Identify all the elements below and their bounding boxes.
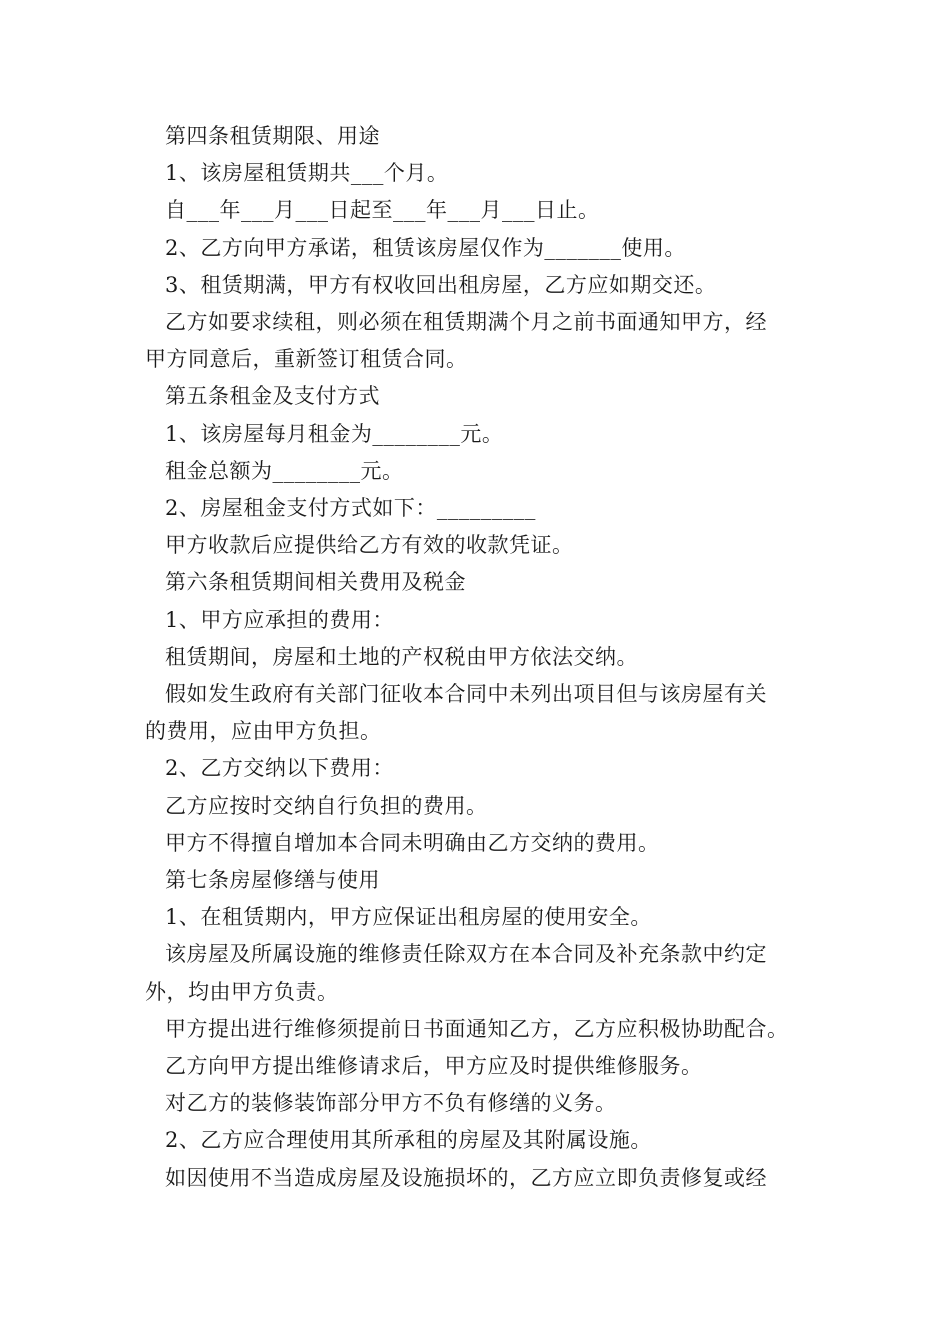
- paragraph-continuation: 甲方同意后，重新签订租赁合同。: [145, 347, 468, 372]
- paragraph: 乙方向甲方提出维修请求后，甲方应及时提供维修服务。: [165, 1054, 703, 1079]
- article-heading: 第六条租赁期间相关费用及税金: [165, 570, 466, 595]
- paragraph: 假如发生政府有关部门征收本合同中未列出项目但与该房屋有关: [165, 682, 767, 707]
- article-heading: 第七条房屋修缮与使用: [165, 868, 380, 893]
- paragraph: 2、乙方应合理使用其所承租的房屋及其附属设施。: [165, 1128, 652, 1153]
- paragraph: 自___年___月___日起至___年___月___日止。: [165, 198, 600, 223]
- paragraph: 乙方如要求续租，则必须在租赁期满个月之前书面通知甲方，经: [165, 310, 767, 335]
- paragraph: 该房屋及所属设施的维修责任除双方在本合同及补充条款中约定: [165, 942, 767, 967]
- paragraph: 如因使用不当造成房屋及设施损坏的，乙方应立即负责修复或经: [165, 1165, 767, 1190]
- article-heading: 第四条租赁期限、用途: [165, 124, 380, 148]
- paragraph-continuation: 外，均由甲方负责。: [145, 979, 339, 1004]
- paragraph: 甲方收款后应提供给乙方有效的收款凭证。: [165, 533, 574, 558]
- paragraph-continuation: 的费用，应由甲方负担。: [145, 719, 382, 744]
- paragraph: 2、房屋租金支付方式如下：_________: [165, 496, 536, 521]
- paragraph: 租赁期间，房屋和土地的产权税由甲方依法交纳。: [165, 644, 638, 669]
- paragraph: 甲方提出进行维修须提前日书面通知乙方，乙方应积极协助配合。: [165, 1016, 789, 1041]
- paragraph: 甲方不得擅自增加本合同未明确由乙方交纳的费用。: [165, 830, 660, 855]
- paragraph: 1、在租赁期内，甲方应保证出租房屋的使用安全。: [165, 905, 652, 930]
- article-heading: 第五条租金及支付方式: [165, 384, 380, 409]
- paragraph: 1、该房屋租赁期共___个月。: [165, 161, 449, 186]
- paragraph: 2、乙方交纳以下费用：: [165, 756, 394, 781]
- paragraph: 2、乙方向甲方承诺，租赁该房屋仅作为_______使用。: [165, 235, 686, 260]
- paragraph: 乙方应按时交纳自行负担的费用。: [165, 793, 488, 818]
- paragraph: 租金总额为________元。: [165, 458, 404, 483]
- paragraph: 对乙方的装修装饰部分甲方不负有修缮的义务。: [165, 1091, 617, 1116]
- document-body: [145, 118, 807, 1197]
- paragraph: 3、租赁期满，甲方有权收回出租房屋，乙方应如期交还。: [165, 272, 717, 297]
- paragraph: 1、该房屋每月租金为________元。: [165, 421, 504, 446]
- paragraph: 1、甲方应承担的费用：: [165, 607, 394, 632]
